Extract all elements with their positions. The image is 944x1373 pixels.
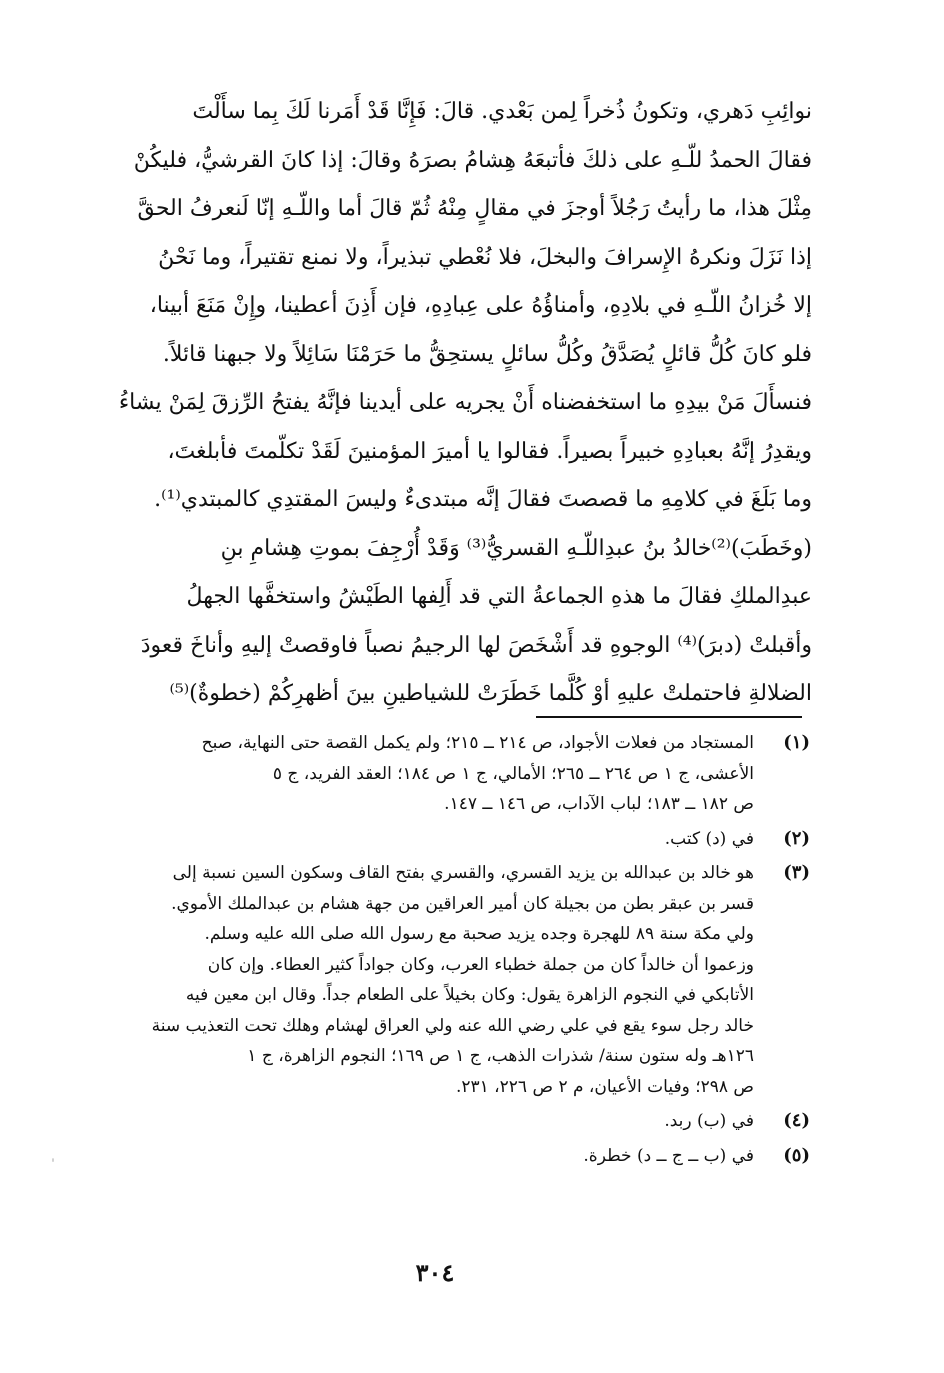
body-line: فقالَ الحمدُ للّـهِ على ذلكَ فأتبعَهُ هِشامُ بصرَهُ وقالَ: إذا كانَ القرشيُّ، فليكُنْ [133, 147, 812, 173]
footnote-line: الأتابكي في النجوم الزاهرة يقول: وكان بخيلاً على الطعام جداً. وقال ابن معين فيه [185, 985, 754, 1005]
footnote-number: (٥) [783, 1144, 810, 1166]
footnote-line: ١٢٦هـ وله ستون سنة/ شذرات الذهب، ج ١ ص ١٦٩؛ النجوم الزاهرة، ج ١ [247, 1046, 754, 1066]
footnote-line: الأعشى، ج ١ ص ٢٦٤ ــ ٢٦٥؛ الأمالي، ج ١ ص ١٨٤؛ العقد الفريد، ج ٥ [272, 763, 754, 784]
body-line: مِثْلَ هذا، ما رأيتُ رَجُلاً أوجزَ في مقالٍ مِنْهُ ثُمّ قالَ أما واللّـهِ إنّا لَنعرفُ الحقَّ [137, 196, 812, 221]
body-line: وأقبلتْ (دبرَ)⁽⁴⁾ الوجوهِ قد أَشْخَصَ لها الرجيمُ نصباً فاوقصتْ إليهِ وأناخَ قعودَ [140, 632, 812, 658]
body-line: فلو كانَ كُلُّ قائلٍ يُصَدَّقُ وكُلُّ سائلٍ يستحِقُّ ما حَرَمْنَا سَائِلاً ولا جبهنا قائلاً. [162, 341, 812, 367]
footnote-4 [104, 1106, 810, 1137]
footnote-number: (٢) [783, 827, 810, 849]
body-line: (وخَطَبَ)⁽²⁾خالدُ بنُ عبدِاللّـهِ القسريُّ⁽³⁾ وَقَدْ أُرْجِفَ بموتِ هِشامِ بنِ [220, 535, 812, 561]
footnote-line: ولي مكة سنة ٨٩ للهجرة وجده يزيد صحبة مع رسول الله صلى الله عليه وسلم. [204, 924, 754, 944]
footnote-3 [104, 858, 810, 1102]
footnote-line: ص ٢٩٨؛ وفيات الأعيان، م ٢ ص ٢٢٦، ٢٣١. [455, 1076, 754, 1097]
footnote-2 [104, 824, 810, 855]
footnote-line: هو خالد بن عبدالله بن يزيد القسري، والقسري بفتح القاف وسكون السين نسبة إلى [172, 863, 754, 883]
footnotes [104, 728, 810, 1171]
footnote-line: في (ب) ربد. [664, 1111, 754, 1131]
footnote-5 [104, 1141, 810, 1172]
footnote-line: ص ١٨٢ ــ ١٨٣؛ لباب الآداب، ص ١٤٦ ــ ١٤٧. [444, 794, 754, 814]
footnote-line: المستجاد من فعلات الأجواد، ص ٢١٤ ــ ٢١٥؛ ولم يكمل القصة حتى النهاية، صبح [201, 733, 754, 753]
footnote-line: في (ب ــ ج ــ د) خطرة. [583, 1145, 754, 1166]
footnote-number: (١) [783, 732, 810, 753]
body-line: إذا نَزَلَ ونكرهُ الإِسرافَ والبخلَ، فلا نُعْطي تبذيراً، ولا نمنع تقتيراً، وما نَحْنُ [158, 244, 812, 270]
body-line: الضلالةِ فاحتملتْ عليهِ أوْ كُلَّما خَطَرَتْ للشياطينِ بينَ أظهرِكُمْ (خطوةٌ)⁽⁵⁾ [169, 681, 812, 706]
footnote-1 [104, 728, 810, 820]
body-line: نوائِبِ دَهري، وتكونُ ذُخراً لِمن بَعْدي. قالَ: فَإِنَّا قَدْ أَمَرنا لَكَ بِما سأَلْتَ [192, 99, 812, 124]
page-number: ٣٠٤ [415, 1258, 455, 1287]
footnote-line: في (د) كتب. [664, 828, 754, 849]
footnote-line: خالد رجل سوء يقع في علي رضي الله عنه ولي العراق لهشام وهلك تحت التعذيب سنة [151, 1015, 754, 1036]
footnote-separator [536, 716, 802, 718]
footnote-number: (٣) [783, 862, 810, 883]
body-line: وما بَلَغَ في كلامِهِ ما قصصتَ فقالَ إنَّه مبتدىءٌ وليسَ المقتدِي كالمبتدي⁽¹⁾. [154, 487, 812, 512]
body-line: عبدِالملكِ فقالَ ما هذهِ الجماعةُ التي قد أَلِفها الطَيْشُ واستخفَّها الجهلُ [186, 584, 812, 609]
footnote-number: (٤) [783, 1110, 810, 1131]
body-line: ويقدِرُ إنَّهُ بعبادِهِ خبيراً بصيراً. فقالوا يا أميرَ المؤمنينَ لَقَدْ تكلّمتَ فأبلغتَ، [167, 438, 812, 464]
body-line: إلا خُزانُ اللّـهِ في بلادِهِ، وأمناؤُهُ على عِبادِهِ، فإن أَذِنَ أعطينا، وإِنْ مَنَعَ أبينا، [149, 293, 812, 318]
footnote-line: قسر بن عبقر بطن من بجيلة كان أمير العراقين من جهة هشام بن عبدالملك الأموي. [171, 893, 754, 914]
main-body-text [100, 88, 812, 719]
footnote-line: وزعموا أن خالداً كان من جملة خطباء العرب، وكان جواداً كثير العطاء. وإن كان [207, 954, 754, 975]
body-line: فنسأَلَ مَنْ بيدِهِ ما استخفضناه أَنْ يجريه على أيدينا فإنَّهُ يفتحُ الرِّزقَ لِمَنْ يشاءُ [118, 390, 812, 415]
